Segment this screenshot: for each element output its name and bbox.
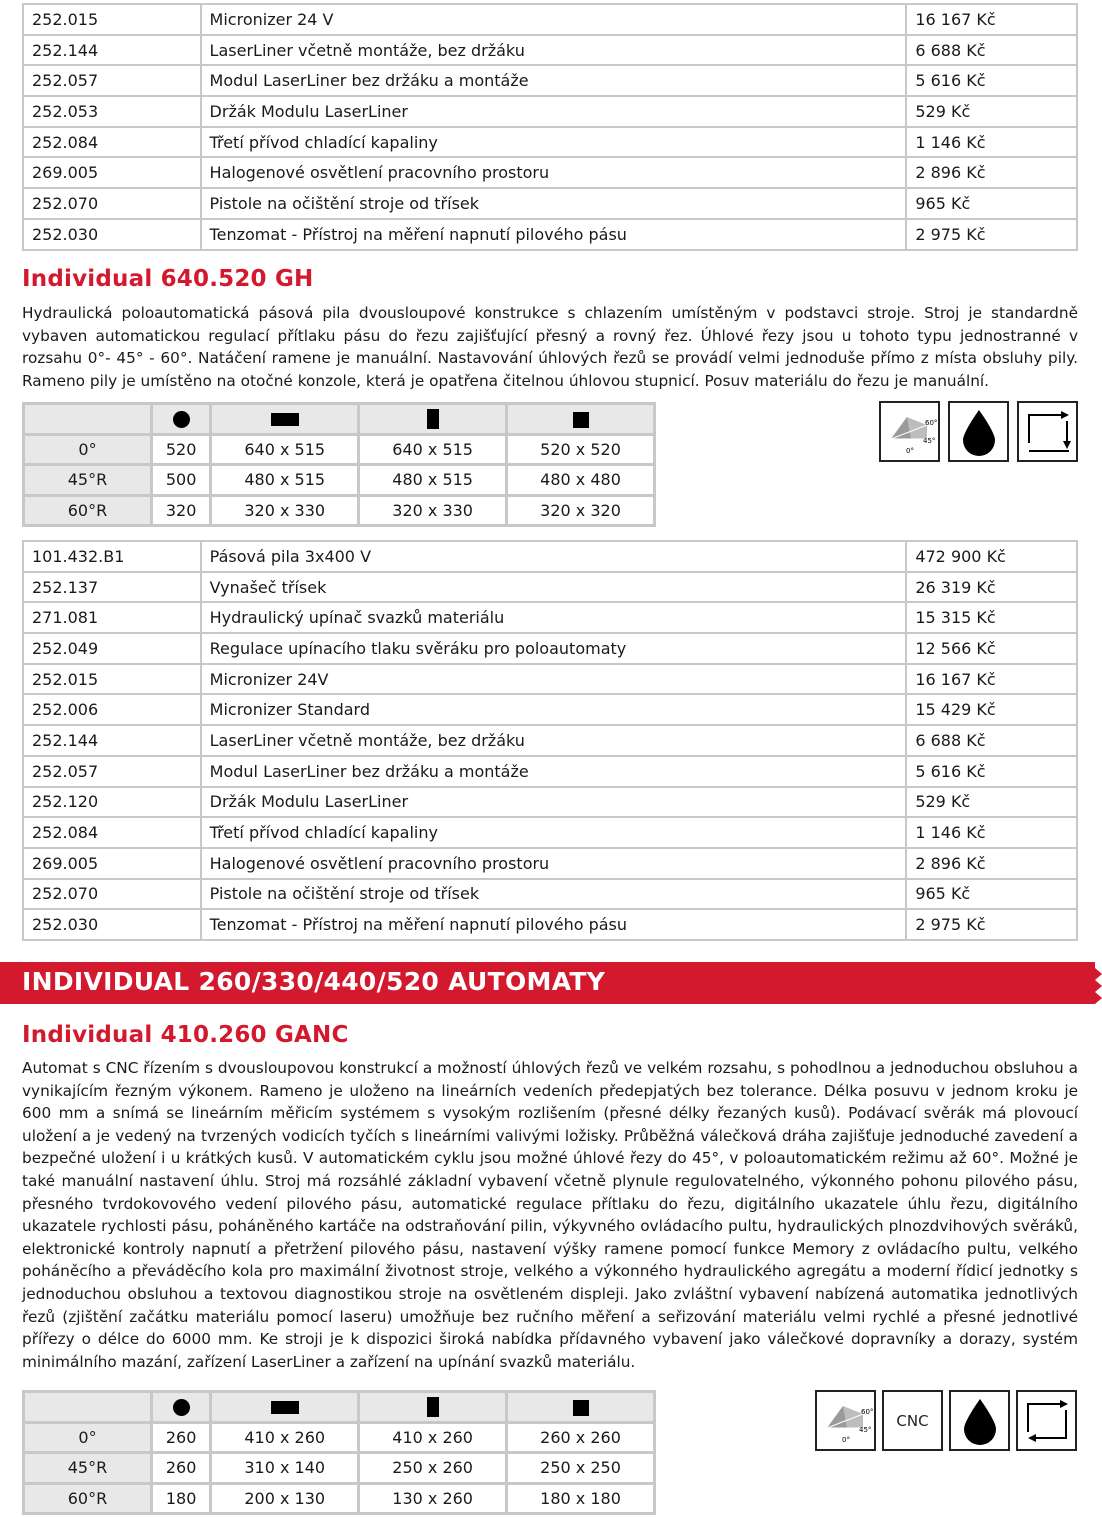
square-capacity: 320 x 320 — [507, 495, 655, 526]
item-price: 16 167 Kč — [906, 664, 1077, 695]
item-description: Držák Modulu LaserLiner — [201, 96, 907, 127]
capacity-header-row — [24, 404, 655, 435]
table-row — [23, 694, 1077, 725]
table-row — [23, 127, 1077, 158]
round-profile-icon — [152, 1392, 211, 1423]
rect-wide-capacity: 640 x 515 — [211, 434, 359, 465]
angle-label-0: 0° — [842, 1436, 850, 1444]
rectangle-wide-profile-icon — [211, 1392, 359, 1423]
item-description: Halogenové osvětlení pracovního prostoru — [201, 157, 907, 188]
cut-angle: 60°R — [24, 495, 152, 526]
item-price: 5 616 Kč — [906, 756, 1077, 787]
model-410-title: Individual 410.260 GANC — [22, 1022, 349, 1048]
item-price: 26 319 Kč — [906, 572, 1077, 603]
table-row — [23, 909, 1077, 940]
rect-wide-capacity: 310 x 140 — [211, 1453, 359, 1484]
item-price: 472 900 Kč — [906, 541, 1077, 572]
model-640-capacity-table — [22, 402, 656, 527]
item-description: Pistole na očištění stroje od třísek — [201, 188, 907, 219]
cnc-icon — [882, 1390, 943, 1451]
item-code: 269.005 — [23, 848, 201, 879]
angle-label-45: 45° — [859, 1426, 872, 1434]
rect-tall-capacity: 480 x 515 — [359, 465, 507, 496]
item-description: Modul LaserLiner bez držáku a montáže — [201, 756, 907, 787]
coolant-drop-icon — [949, 1390, 1010, 1451]
capacity-row — [24, 1483, 655, 1514]
table-row — [23, 541, 1077, 572]
item-description: Tenzomat - Přístroj na měření napnutí pilového pásu — [201, 219, 907, 250]
round-capacity: 260 — [152, 1453, 211, 1484]
item-price: 15 315 Kč — [906, 602, 1077, 633]
item-price: 2 896 Kč — [906, 848, 1077, 879]
item-code: 101.432.B1 — [23, 541, 201, 572]
item-price: 1 146 Kč — [906, 127, 1077, 158]
round-capacity: 520 — [152, 434, 211, 465]
model-640-title: Individual 640.520 GH — [22, 266, 314, 292]
angle-label-60: 60° — [861, 1408, 874, 1416]
table-row — [23, 787, 1077, 818]
item-price: 965 Kč — [906, 879, 1077, 910]
item-price: 6 688 Kč — [906, 35, 1077, 66]
item-code: 252.030 — [23, 219, 201, 250]
item-code: 252.057 — [23, 756, 201, 787]
item-code: 252.015 — [23, 4, 201, 35]
item-description: Třetí přívod chladící kapaliny — [201, 817, 907, 848]
angle-label-45: 45° — [923, 437, 936, 445]
square-capacity: 180 x 180 — [507, 1483, 655, 1514]
item-code: 252.070 — [23, 188, 201, 219]
square-capacity: 520 x 520 — [507, 434, 655, 465]
rect-wide-capacity: 480 x 515 — [211, 465, 359, 496]
item-description: Pistole na očištění stroje od třísek — [201, 879, 907, 910]
manual-cycle-icon — [1017, 401, 1078, 462]
table-row — [23, 35, 1077, 66]
item-description: Pásová pila 3x400 V — [201, 541, 907, 572]
section-banner — [0, 962, 1102, 1004]
item-description: Třetí přívod chladící kapaliny — [201, 127, 907, 158]
angle-label-60: 60° — [925, 419, 938, 427]
item-code: 252.084 — [23, 127, 201, 158]
round-capacity: 320 — [152, 495, 211, 526]
item-price: 12 566 Kč — [906, 633, 1077, 664]
table-row — [23, 602, 1077, 633]
item-code: 252.049 — [23, 633, 201, 664]
item-description: Držák Modulu LaserLiner — [201, 787, 907, 818]
item-code: 252.144 — [23, 725, 201, 756]
item-price: 1 146 Kč — [906, 817, 1077, 848]
item-price: 529 Kč — [906, 787, 1077, 818]
item-code: 271.081 — [23, 602, 201, 633]
rect-tall-capacity: 410 x 260 — [359, 1422, 507, 1453]
capacity-header-row — [24, 1392, 655, 1423]
rectangle-wide-profile-icon — [211, 404, 359, 435]
angle-label-0: 0° — [906, 447, 914, 455]
item-description: Regulace upínacího tlaku svěráku pro poloautomaty — [201, 633, 907, 664]
cnc-label: CNC — [896, 1411, 929, 1430]
capacity-row — [24, 495, 655, 526]
item-description: LaserLiner včetně montáže, bez držáku — [201, 725, 907, 756]
rect-tall-capacity: 640 x 515 — [359, 434, 507, 465]
angle-cut-icon — [879, 401, 940, 462]
cut-angle: 60°R — [24, 1483, 152, 1514]
item-description: Modul LaserLiner bez držáku a montáže — [201, 65, 907, 96]
capacity-corner-cell — [24, 404, 152, 435]
rect-tall-capacity: 250 x 260 — [359, 1453, 507, 1484]
item-description: Micronizer 24 V — [201, 4, 907, 35]
square-capacity: 480 x 480 — [507, 465, 655, 496]
table-row — [23, 157, 1077, 188]
item-code: 252.006 — [23, 694, 201, 725]
capacity-row — [24, 465, 655, 496]
table-row — [23, 817, 1077, 848]
model-410-description: Automat s CNC řízením s dvousloupovou konstrukcí a možností úhlových řezů ve velkém rozsahu, s pohodlnou a jednoduchou obsluhou a vynikajícím řezným výkonem. Rameno je uloženo na lineárních vedeních předepjatých bez tolerance. Délka posuvu v jednom kroku je 600 mm a snímá se lineárním měřicím systémem s vysokým rozlišením (přesné délky řezaných kusů). Podávací svěrák má plovoucí uložení a je vedený na tvrzených vodicích tyčích s lineárními valivými ložisky. Průběžná válečková dráha zajišťuje jednoduché zavedení a bezpečné uložení i u krátkých kusů. V automatickém cyklu jsou možné úhlové řezy do 45°, v poloautomatickém režimu až 60°. Možné je také manuální nastavení úhlu. Stroj má rozsáhlé základní vybavení včetně plynule regulovatelného, výkonného pohonu pilového pásu, přesného tvrdokovového vedení pilového pásu, automatické regulace přítlaku do řezu, digitálního ukazatele úhlu řezu, digitálního ukazatele rychlosti pásu, poháněného kartáče na odstraňování pilin, výkyvného ovládacího pultu, hydraulických plnozdvihových svěráků, elektronické kontroly napnutí a přetržení pilového pásu, nastavení výšky ramene pomocí funkce Memory z ovládacího pultu, velkého poháněcího a převáděcího kola pro maximální životnost stroje, velkého a výkonného hydraulického agregátu a moderní řídicí jednotky s jednoduchou obsluhou a textovou diagnostikou stroje na osvětleném displeji. Jako zvláštní vybavení nabízená automatika jednotlivých řezů (zjištění začátku materiálu pomocí laseru) umožňuje bez ručního měření a seřizování materiálu velmi rychlé a přesné jednotlivé přířezy o délce do 6000 mm. Ke stroji je k dispozici široká nabídka přídavného vybavení jako válečkové dopravníky a dorazy, systém minimálního mazání, zařízení LaserLiner a zařízení na upínání svazků materiálu. — [22, 1059, 1078, 1371]
round-capacity: 500 — [152, 465, 211, 496]
square-profile-icon — [507, 404, 655, 435]
square-capacity: 260 x 260 — [507, 1422, 655, 1453]
automatic-cycle-icon — [1016, 1390, 1077, 1451]
item-description: LaserLiner včetně montáže, bez držáku — [201, 35, 907, 66]
rectangle-tall-profile-icon — [359, 1392, 507, 1423]
item-price: 5 616 Kč — [906, 65, 1077, 96]
table-row — [23, 725, 1077, 756]
item-description: Vynašeč třísek — [201, 572, 907, 603]
rect-wide-capacity: 410 x 260 — [211, 1422, 359, 1453]
table-row — [23, 4, 1077, 35]
round-profile-icon — [152, 404, 211, 435]
table-row — [23, 633, 1077, 664]
rectangle-tall-profile-icon — [359, 404, 507, 435]
square-capacity: 250 x 250 — [507, 1453, 655, 1484]
table-row — [23, 879, 1077, 910]
item-code: 252.084 — [23, 817, 201, 848]
item-price: 529 Kč — [906, 96, 1077, 127]
capacity-row — [24, 1422, 655, 1453]
item-code: 269.005 — [23, 157, 201, 188]
item-price: 16 167 Kč — [906, 4, 1077, 35]
rect-tall-capacity: 320 x 330 — [359, 495, 507, 526]
model-640-price-table — [22, 540, 1078, 941]
table-row — [23, 756, 1077, 787]
rect-wide-capacity: 320 x 330 — [211, 495, 359, 526]
table-row — [23, 188, 1077, 219]
cut-angle: 45°R — [24, 465, 152, 496]
item-code: 252.144 — [23, 35, 201, 66]
cut-angle: 0° — [24, 434, 152, 465]
coolant-drop-icon — [948, 401, 1009, 462]
item-price: 6 688 Kč — [906, 725, 1077, 756]
table-row — [23, 65, 1077, 96]
rect-tall-capacity: 130 x 260 — [359, 1483, 507, 1514]
item-code: 252.015 — [23, 664, 201, 695]
item-price: 2 896 Kč — [906, 157, 1077, 188]
square-profile-icon — [507, 1392, 655, 1423]
item-description: Micronizer 24V — [201, 664, 907, 695]
item-description: Hydraulický upínač svazků materiálu — [201, 602, 907, 633]
item-code: 252.070 — [23, 879, 201, 910]
round-capacity: 180 — [152, 1483, 211, 1514]
rect-wide-capacity: 200 x 130 — [211, 1483, 359, 1514]
item-code: 252.057 — [23, 65, 201, 96]
table-row — [23, 848, 1077, 879]
model-640-description: Hydraulická poloautomatická pásová pila dvousloupové konstrukce s chlazením umístěným v podstavci stroje. Stroj je standardně vybaven automatickou regulací přítlaku pásu do řezu zajišťující přesný a rovný řez. Úhlové řezy jsou u tohoto typu jednostranné v rozsahu 0°- 45° - 60°. Natáčení ramene je manuální. Nastavování úhlových řezů se provádí velmi jednoduše přímo z místa obsluhy pily. Rameno pily je umístěno na otočné konzole, která je opatřena čitelnou úhlovou stupnicí. Posuv materiálu do řezu je manuální. — [22, 304, 1078, 390]
round-capacity: 260 — [152, 1422, 211, 1453]
table-row — [23, 664, 1077, 695]
capacity-row — [24, 1453, 655, 1484]
item-code: 252.030 — [23, 909, 201, 940]
capacity-corner-cell — [24, 1392, 152, 1423]
item-price: 2 975 Kč — [906, 219, 1077, 250]
table-row — [23, 572, 1077, 603]
item-description: Halogenové osvětlení pracovního prostoru — [201, 848, 907, 879]
item-price: 15 429 Kč — [906, 694, 1077, 725]
model-410-capacity-table — [22, 1390, 656, 1515]
top-price-table — [22, 3, 1078, 251]
angle-cut-icon — [815, 1390, 876, 1451]
item-code: 252.120 — [23, 787, 201, 818]
cut-angle: 45°R — [24, 1453, 152, 1484]
item-code: 252.053 — [23, 96, 201, 127]
item-description: Micronizer Standard — [201, 694, 907, 725]
table-row — [23, 96, 1077, 127]
item-price: 965 Kč — [906, 188, 1077, 219]
item-code: 252.137 — [23, 572, 201, 603]
table-row — [23, 219, 1077, 250]
cut-angle: 0° — [24, 1422, 152, 1453]
item-price: 2 975 Kč — [906, 909, 1077, 940]
item-description: Tenzomat - Přístroj na měření napnutí pilového pásu — [201, 909, 907, 940]
section-title: INDIVIDUAL 260/330/440/520 AUTOMATY — [22, 967, 606, 996]
capacity-row — [24, 434, 655, 465]
